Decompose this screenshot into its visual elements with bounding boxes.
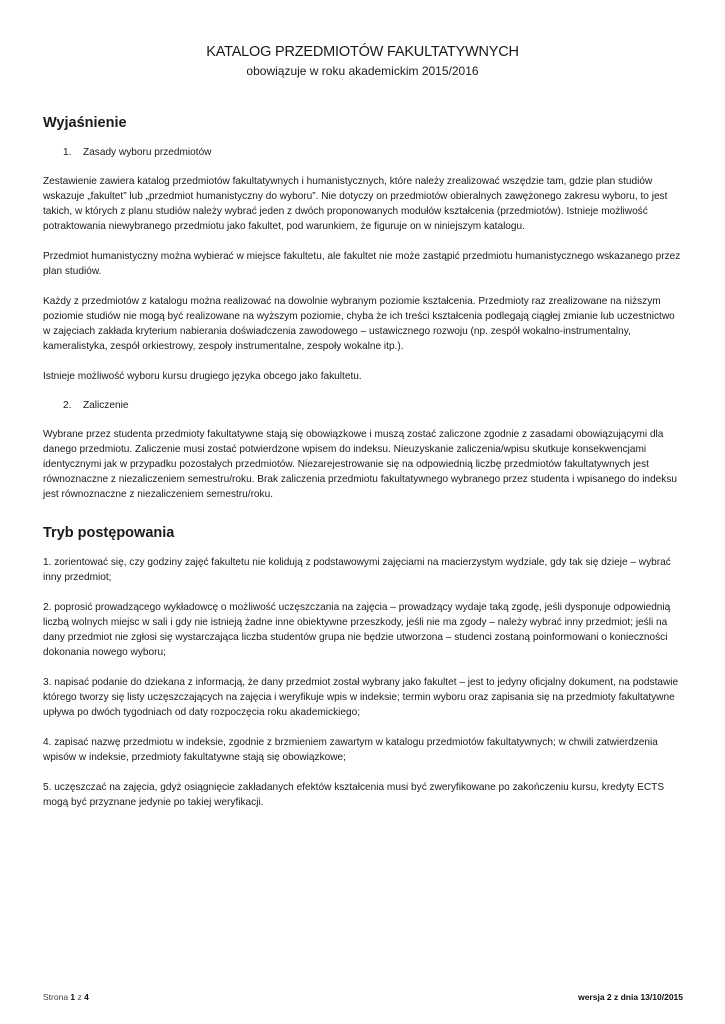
procedure-step: 5. uczęszczać na zajęcia, gdyż osiągnięcie zakładanych efektów kształcenia musi być zweryfikowane po zakończeniu kursu, kredyty ECTS mogą być przyznane jedynie po takiej weryfikacji.	[43, 782, 665, 808]
page-label: Strona	[43, 992, 69, 1002]
version-info: wersja 2 z dnia 13/10/2015	[578, 992, 683, 1002]
procedure-step: 4. zapisać nazwę przedmiotu w indeksie, zgodnie z brzmieniem zawartym w katalogu przedmiotów fakultatywnych; w chwili zatwierdzenia wpisów w indeksie, przedmioty fakultatywne stają się obowiązkowe;	[43, 737, 658, 763]
document-body	[43, 114, 683, 810]
page-total: 4	[84, 992, 89, 1002]
paragraph: Przedmiot humanistyczny można wybierać w miejsce fakultetu, ale fakultet nie może zastąpić przedmiotu humanistycznego wskazanego przez plan studiów.	[43, 251, 681, 277]
subsection-heading-rules	[63, 145, 683, 160]
page-number	[43, 992, 89, 1002]
procedure-step: 1. zorientować się, czy godziny zajęć fakultetu nie kolidują z podstawowymi zajęciami na macierzystym wydziale, gdy tak się dzieje – wybrać inny przedmiot;	[43, 557, 671, 583]
subsection-title: Zasady wyboru przedmiotów	[83, 147, 212, 158]
document-title: KATALOG PRZEDMIOTÓW FAKULTATYWNYCH	[206, 44, 519, 60]
section-heading-procedure: Tryb postępowania	[43, 525, 175, 541]
paragraph: Istnieje możliwość wyboru kursu drugiego języka obcego jako fakultetu.	[43, 371, 362, 382]
paragraph: Zestawienie zawiera katalog przedmiotów fakultatywnych i humanistycznych, które należy zrealizować wszędzie tam, gdzie plan studiów wskazuje „fakultet” lub „przedmiot humanistyczny do wyboru”. Nie dotyczy on przedmiotów obieralnych zawężonego zakresu wyboru, to jest takich, w których z planu studiów należy wybrać jeden z dwóch proponowanych modułów kształcenia (przedmiotów). Istnieje możliwość potraktowania niewybranego przedmiotu jako fakultet, pod warunkiem, że figuruje on w niniejszym katalogu.	[43, 176, 668, 232]
subsection-title: Zaliczenie	[83, 400, 129, 411]
subsection-number: 1.	[63, 147, 72, 158]
procedure-step: 3. napisać podanie do dziekana z informacją, że dany przedmiot został wybrany jako fakultet – jest to jedyny oficjalny dokument, na podstawie którego tworzy się listy uczęszczających na zajęcia i weryfikuje wpis w indeksie; termin wyboru oraz zapisania się na przedmioty fakultatywne upływa po dwóch tygodniach od daty rozpoczęcia roku akademickiego;	[43, 677, 679, 718]
paragraph: Każdy z przedmiotów z katalogu można realizować na dowolnie wybranym poziomie kształcenia. Przedmioty raz zrealizowane na niższym poziomie studiów nie mogą być realizowane na wyższym poziomie, chyba że ich treści kształcenia podlegają ciągłej zmianie lub uczestnictwo w zajęciach zakłada kryterium nabierania doświadczenia zawodowego – ustawicznego rozwoju (np. zespół wokalno-instrumentalny, kameralistyka, zespół orkiestrowy, zespoły instrumentalne, zespoły wokalne itp.).	[43, 296, 675, 352]
subsection-number: 2.	[63, 400, 72, 411]
page-of: z	[77, 992, 82, 1002]
document-subtitle: obowiązuje w roku akademickim 2015/2016	[246, 64, 479, 78]
procedure-step: 2. poprosić prowadzącego wykładowcę o możliwość uczęszczania na zajęcia – prowadzący wydaje taką zgodę, jeśli dysponuje odpowiednią liczbą wolnych miejsc w sali i gdy nie istnieją żadne inne obiektywne przeszkody, jeśli nie ma zgody – należy wybrać inny przedmiot; jeśli na dany przedmiot nie zgłosi się wystarczająca liczba studentów grupa nie będzie utworzona – studenci zostaną poinformowani o konieczności dokonania nowego wyboru;	[43, 602, 671, 658]
section-heading-explanation: Wyjaśnienie	[43, 115, 127, 131]
paragraph: Wybrane przez studenta przedmioty fakultatywne stają się obowiązkowe i muszą zostać zaliczone zgodnie z zasadami obowiązującymi dla danego przedmiotu. Zaliczenie musi zostać potwierdzone wpisem do indeksu. Nieuzyskanie zaliczenia/wpisu skutkuje konsekwencjami identycznymi jak w przypadku pozostałych przedmiotów. Niezarejestrowanie się na odpowiednią liczbę przedmiotów fakultatywnych jest równoznaczne z niezaliczeniem semestru/roku. Brak zaliczenia przedmiotu fakultatywnego wybranego przez studenta i wpisanego do indeksu jest równoznaczne z niezaliczeniem semestru/roku.	[43, 429, 677, 500]
page-current: 1	[70, 992, 76, 1002]
subsection-heading-credit	[63, 398, 683, 413]
